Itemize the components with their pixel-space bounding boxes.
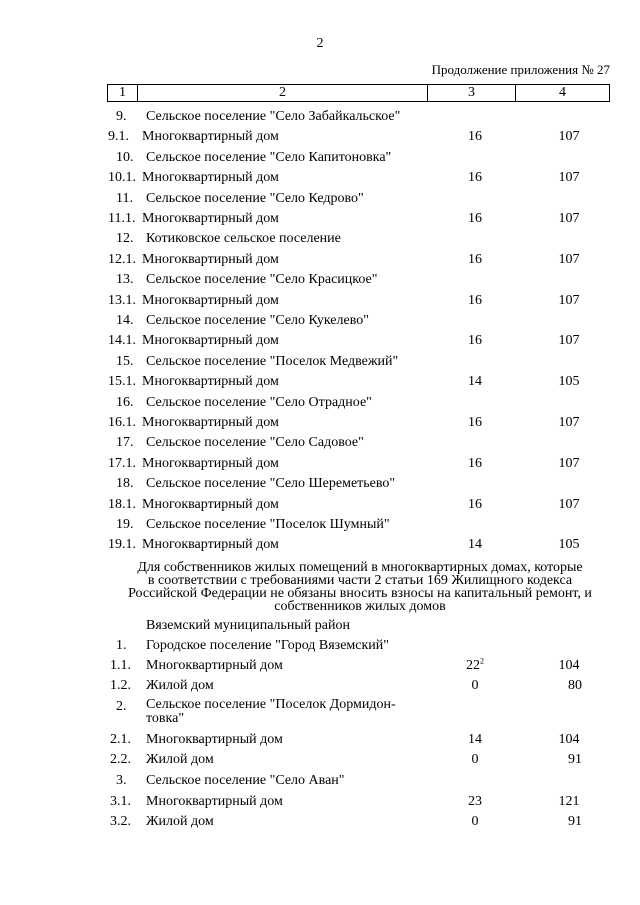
row-name: Многоквартирный дом	[142, 496, 279, 512]
note-line-2: в соответствии с требованиями части 2 статьи 169 Жилищного кодекса	[147, 573, 573, 588]
row-number: 11.	[116, 190, 133, 206]
row-name: Сельское поселение "Село Кукелево"	[146, 313, 369, 328]
row-number: 11.1.	[108, 211, 136, 226]
row-name: Сельское поселение "Село Шереметьево"	[146, 476, 396, 492]
row-name: Многоквартирный дом	[142, 537, 279, 553]
row-number: 1.1.	[110, 658, 131, 673]
table-row	[0, 434, 640, 454]
row-number: 1.	[116, 638, 127, 653]
row-name: Сельское поселение "Село Кедрово"	[146, 190, 364, 206]
row-col3: 16	[468, 455, 482, 471]
table-row	[0, 414, 640, 434]
row-col3: 14	[468, 374, 482, 390]
row-name: Сельское поселение "Поселок Шумный"	[146, 517, 390, 532]
row-col3: 16	[468, 292, 482, 308]
row-number: 12.	[116, 231, 134, 247]
table-row	[0, 292, 640, 312]
table-row	[0, 190, 640, 210]
row-number: 13.1.	[108, 292, 136, 308]
row-number: 19.1.	[108, 537, 136, 553]
row-number: 10.	[116, 149, 134, 165]
header-col-4: 4	[559, 85, 566, 100]
row-col3: 16	[468, 496, 482, 512]
row-name: Сельское поселение "Село Капитоновка"	[146, 149, 392, 165]
row-col4: 104	[558, 732, 580, 747]
row-col3: 23	[468, 794, 482, 809]
row-col3: 14	[468, 537, 482, 553]
row-col4: 121	[558, 794, 580, 809]
row-number: 15.1.	[108, 374, 136, 390]
row-number: 3.2.	[110, 814, 131, 829]
row-number: 14.1.	[108, 333, 136, 349]
row-number: 13.	[116, 272, 134, 288]
table-row	[0, 394, 640, 414]
table-row	[0, 731, 640, 751]
row-col3: 16	[468, 251, 482, 267]
row-col3: 16	[468, 211, 482, 226]
row-col4: 107	[558, 496, 580, 512]
row-name: Сельское поселение "Село Отрадное"	[146, 394, 372, 410]
table-row	[0, 353, 640, 373]
row-name: Многоквартирный дом	[142, 129, 279, 145]
table-row	[0, 516, 640, 536]
row-col4: 80	[568, 678, 582, 693]
row-number: 3.1.	[110, 794, 131, 809]
row-col4: 105	[558, 374, 580, 390]
row-col4: 107	[558, 333, 580, 349]
table-row	[0, 128, 640, 148]
row-number: 3.	[116, 773, 127, 788]
row-name: Многоквартирный дом	[146, 658, 283, 673]
row-col4: 104	[558, 658, 580, 673]
header-col-3: 3	[428, 85, 516, 101]
table-row	[0, 332, 640, 352]
row-number: 18.	[116, 476, 134, 492]
table-row	[0, 373, 640, 393]
row-name: Жилой дом	[146, 678, 214, 693]
row-col4: 107	[558, 455, 580, 471]
appendix-note: Продолжение приложения № 27	[431, 62, 610, 77]
row-col3-value: 22	[466, 658, 480, 673]
row-name: Котиковское сельское поселение	[146, 231, 341, 247]
row-name: Сельское поселение "Поселок Медвежий"	[146, 353, 399, 369]
row-name: Многоквартирный дом	[142, 251, 279, 267]
table-row	[0, 536, 640, 556]
table-header	[107, 84, 610, 102]
table-row	[0, 677, 640, 697]
row-name: Многоквартирный дом	[146, 794, 283, 809]
table-row	[0, 312, 640, 332]
row-col3: 0	[471, 752, 479, 767]
table-row	[0, 149, 640, 169]
row-name: Сельское поселение "Поселок Дормидон-товка"	[146, 697, 396, 726]
row-col4: 107	[558, 251, 580, 267]
table-row	[0, 772, 640, 792]
table-row	[0, 271, 640, 291]
row-col3: 16	[468, 415, 482, 430]
row-col3: 14	[468, 732, 482, 747]
row-col4: 107	[558, 211, 580, 226]
table-row	[0, 637, 640, 657]
table-row	[0, 751, 640, 771]
row-name: Жилой дом	[146, 814, 214, 829]
table-row	[0, 455, 640, 475]
row-number: 10.1.	[108, 170, 136, 186]
row-col3: 16	[468, 333, 482, 349]
row-name: Многоквартирный дом	[142, 374, 279, 390]
table-row	[0, 813, 640, 833]
row-number: 17.1.	[108, 455, 136, 471]
row-col3: 0	[471, 814, 479, 829]
row-name: Сельское поселение "Село Красицкое"	[146, 272, 378, 288]
row-col3: 16	[468, 170, 482, 186]
row-name: Многоквартирный дом	[146, 732, 283, 747]
row-number: 19.	[116, 517, 134, 532]
row-name: Городское поселение "Город Вяземский"	[146, 638, 390, 653]
row-col4: 105	[558, 537, 580, 553]
row-number: 18.1.	[108, 496, 136, 512]
row-number: 2.1.	[110, 732, 131, 747]
row-number: 9.1.	[108, 129, 129, 145]
footnote-mark: 2	[480, 656, 484, 666]
row-number: 2.2.	[110, 752, 131, 767]
note-line-4: собственников жилых домов	[274, 599, 446, 614]
row-col4: 91	[568, 814, 582, 829]
table-row	[0, 210, 640, 230]
row-number: 16.	[116, 394, 134, 410]
row-col4: 91	[568, 752, 582, 767]
row-col3: 16	[468, 129, 482, 145]
note-line-3: Российской Федерации не обязаны вносить взносы на капитальный ремонт, и	[128, 586, 592, 601]
row-name: Сельское поселение "Село Забайкальское"	[146, 109, 401, 124]
row-number: 1.2.	[110, 678, 131, 693]
header-col-2: 2	[138, 85, 428, 101]
row-name: Многоквартирный дом	[142, 170, 279, 186]
row-col3: 0	[471, 678, 479, 693]
row-name: Сельское поселение "Село Аван"	[146, 773, 345, 788]
row-name: Сельское поселение "Село Садовое"	[146, 435, 364, 451]
row-name: Многоквартирный дом	[142, 415, 279, 430]
table-row	[0, 251, 640, 271]
table-row	[0, 475, 640, 495]
row-name: Многоквартирный дом	[142, 292, 279, 308]
row-number: 15.	[116, 353, 134, 369]
row-col4: 107	[558, 170, 580, 186]
table-row	[0, 698, 640, 728]
row-number: 9.	[116, 109, 127, 124]
table-row	[0, 169, 640, 189]
row-number: 14.	[116, 313, 134, 328]
row-col4: 107	[558, 415, 580, 430]
table-row	[0, 108, 640, 128]
district-heading: Вяземский муниципальный район	[146, 618, 350, 633]
row-col3	[440, 657, 510, 675]
table-row	[0, 657, 640, 677]
row-number: 12.1.	[108, 251, 136, 267]
row-name: Многоквартирный дом	[142, 455, 279, 471]
page-number: 2	[316, 36, 324, 51]
row-col4: 107	[558, 292, 580, 308]
note-line-1: Для собственников жилых помещений в многоквартирных домах, которые	[137, 560, 583, 575]
table-row	[0, 230, 640, 250]
table-row	[0, 793, 640, 813]
row-name: Многоквартирный дом	[142, 333, 279, 349]
table-row	[0, 496, 640, 516]
row-number: 17.	[116, 435, 134, 451]
header-col-1: 1	[108, 85, 138, 101]
row-col4: 107	[558, 129, 580, 145]
row-name: Многоквартирный дом	[142, 211, 279, 226]
row-number: 2.	[116, 699, 127, 714]
row-name: Жилой дом	[146, 752, 214, 767]
row-number: 16.1.	[108, 415, 136, 430]
